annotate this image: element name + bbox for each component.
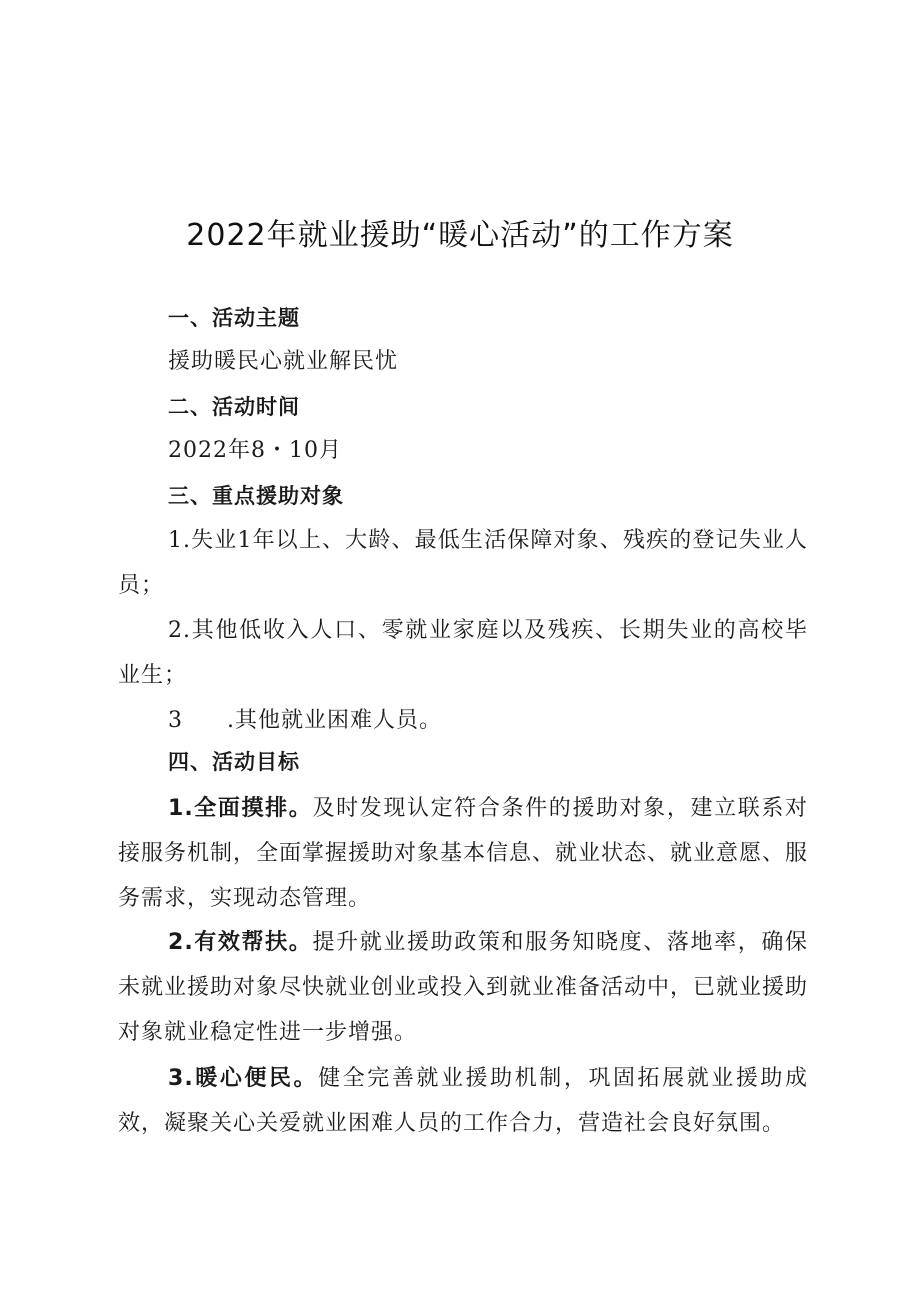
target-item-text: .其他就业困难人员。: [227, 708, 442, 733]
goal-item-lead: .暖心便民。: [184, 1066, 319, 1091]
goal-item-text: 健全完善就业援助机制，巩固拓展就业援助成效，凝聚关心关爱就业困难人员的工作合力，营造社会良好氛围。: [118, 1066, 808, 1136]
target-item-number: 3: [168, 708, 183, 733]
section-heading-time: 二、活动时间: [168, 395, 300, 419]
target-item-text: .失业1年以上、大龄、最低生活保障对象、残疾的登记失业人员；: [118, 528, 808, 598]
section-content-theme: 援助暖民心就业解民忧: [168, 349, 399, 374]
goal-item: [118, 1056, 808, 1146]
document-title: 2022年就业援助“暖心活动”的工作方案: [186, 218, 734, 253]
goal-item: [118, 786, 808, 921]
goal-item-number: 3: [168, 1066, 185, 1091]
section-heading-goals: 四、活动目标: [168, 750, 300, 774]
target-item-text: .其他低收入人口、零就业家庭以及残疾、长期失业的高校毕业生；: [118, 618, 808, 688]
section-heading-theme: 一、活动主题: [168, 306, 300, 330]
target-item-number: 1: [168, 528, 183, 553]
goal-item-lead: .有效帮扶。: [184, 930, 313, 955]
target-item: [118, 518, 808, 608]
goal-item-number: 2: [168, 930, 185, 955]
target-item-number: 2: [168, 618, 183, 643]
goal-item-text: 提升就业援助政策和服务知晓度、落地率，确保未就业援助对象尽快就业创业或投入到就业准备活动中，已就业援助对象就业稳定性进一步增强。: [118, 930, 809, 1045]
target-item: [118, 608, 808, 698]
section-heading-targets: 三、重点援助对象: [168, 484, 344, 508]
goal-item: [118, 920, 808, 1055]
section-content-time: 2022年8・10月: [168, 438, 342, 463]
goal-item-text: 及时发现认定符合条件的援助对象，建立联系对接服务机制，全面掌握援助对象基本信息、就业状态、就业意愿、服务需求，实现动态管理。: [118, 796, 809, 911]
goal-item-lead: .全面摸排。: [184, 796, 313, 821]
target-item: [118, 698, 808, 743]
goal-item-number: 1: [168, 796, 185, 821]
